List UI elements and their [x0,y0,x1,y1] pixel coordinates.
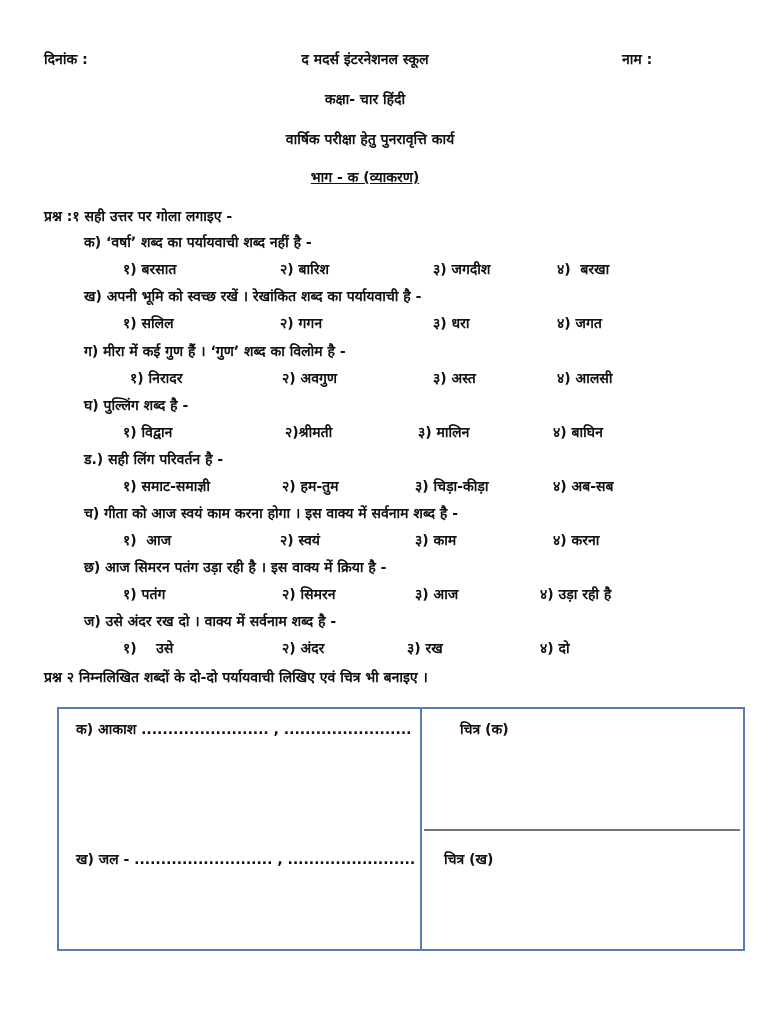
name-label: नाम : [622,52,653,68]
answer-option[interactable]: ३) अस्त [433,371,476,387]
answer-option[interactable]: १) निरादर [130,371,183,387]
answer-option[interactable]: २) हम-तुम [282,479,339,495]
answer-option[interactable]: ३) काम [415,533,457,549]
answer-option[interactable]: २) अंदर [282,641,325,657]
answer-option[interactable]: ४) अब-सब [553,479,614,495]
answer-option[interactable]: २) गगन [280,316,323,332]
answer-option[interactable]: ३) धरा [433,316,470,332]
question-1-item: ड.) सही लिंग परिवर्तन है - [84,452,224,468]
picture-divider [424,829,740,831]
answer-option[interactable]: ४) आलसी [557,371,613,387]
question-1-item: च) गीता को आज स्वयं काम करना होगा । इस वाक्य में सर्वनाम शब्द है - [84,506,459,522]
picture-label-b: चित्र (ख) [444,852,494,868]
answer-option[interactable]: १) सलिल [123,316,174,332]
picture-label-a: चित्र (क) [460,722,509,738]
section-heading: भाग - क (व्याकरण) [310,170,420,186]
answer-option[interactable]: २) स्वयं [280,533,320,549]
answer-option[interactable]: ४) बाघिन [553,425,603,441]
question-1-item: ख) अपनी भूमि को स्वच्छ रखें । रेखांकित शब्द का पर्यायवाची है - [84,289,422,305]
question-1-item: ग) मीरा में कई गुण हैं । ‘गुण’ शब्द का विलोम है - [84,344,346,360]
question-1-item: क) ‘वर्षा’ शब्द का पर्यायवाची शब्द नहीं है - [84,235,312,251]
answer-option[interactable]: ४) दो [540,641,570,657]
answer-option[interactable]: ४) उड़ा रही है [540,587,612,603]
school-name: द मदर्स इंटरनेशनल स्कूल [301,52,429,68]
question-1-item: ज) उसे अंदर रख दो । वाक्य में सर्वनाम शब्द है - [84,614,337,630]
answer-option[interactable]: १) आज [123,533,172,549]
answer-option[interactable]: १) पतंग [123,587,166,603]
question-2-heading: प्रश्न २ निम्नलिखित शब्दों के दो-दो पर्यायवाची लिखिए एवं चित्र भी बनाइए । [44,670,428,686]
question-1-heading: प्रश्न :१ सही उत्तर पर गोला लगाइए - [44,209,233,225]
page-title: वार्षिक परीक्षा हेतु पुनरावृत्ति कार्य [285,132,455,148]
table-divider [420,707,422,949]
question-1-item: घ) पुल्लिंग शब्द है - [84,398,189,414]
answer-option[interactable]: ३) आज [415,587,459,603]
answer-option[interactable]: २)श्रीमती [285,425,333,441]
answer-option[interactable]: २) सिमरन [282,587,336,603]
answer-option[interactable]: ३) जगदीश [433,262,491,278]
answer-option[interactable]: १) समाट-समाज्ञी [123,479,210,495]
answer-option[interactable]: ३) चिड़ा-कीड़ा [415,479,489,495]
class-subject: कक्षा- चार हिंदी [324,92,406,108]
synonym-item-sky: क) आकाश ........................ , ........................ [76,722,412,738]
answer-option[interactable]: १) उसे [123,641,174,657]
synonym-item-water: ख) जल - .......................... , ........................ [76,852,416,868]
question-1-item: छ) आज सिमरन पतंग उड़ा रही है । इस वाक्य में क्रिया है - [84,560,387,576]
answer-option[interactable]: १) बरसात [123,262,177,278]
date-label: दिनांक : [44,52,88,68]
answer-option[interactable]: ३) मालिन [418,425,470,441]
answer-option[interactable]: १) विद्वान [123,425,173,441]
answer-option[interactable]: ४) करना [553,533,600,549]
answer-option[interactable]: ४) बरखा [557,262,610,278]
answer-option[interactable]: २) बारिश [280,262,330,278]
answer-option[interactable]: ३) रख [407,641,443,657]
answer-option[interactable]: २) अवगुण [282,371,338,387]
answer-option[interactable]: ४) जगत [557,316,602,332]
